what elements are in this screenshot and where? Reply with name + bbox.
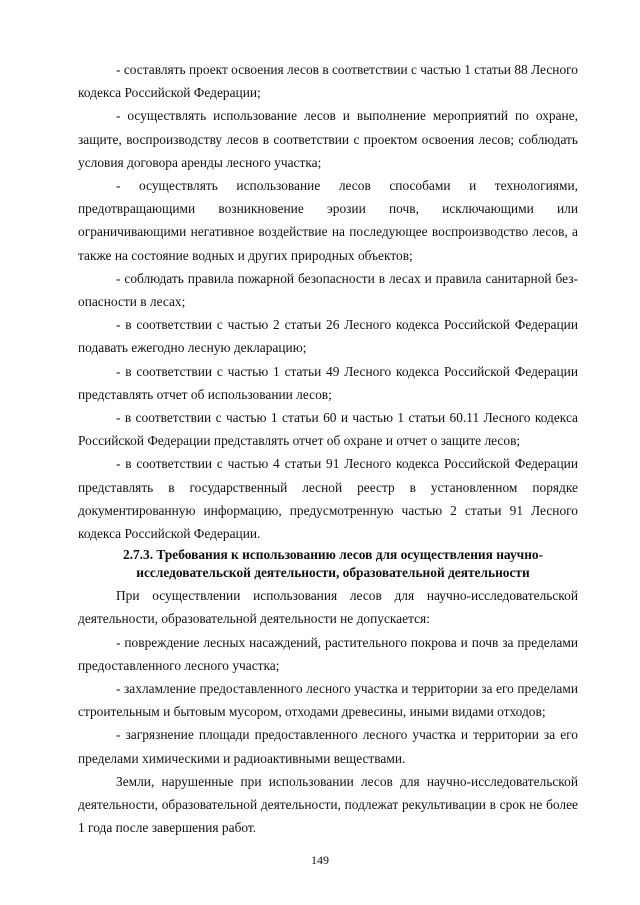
paragraph: - повреждение лесных насаждений, растительного покрова и почв за пределами предоставленного лесного участка; [78, 634, 578, 673]
section-heading: 2.7.3. Требования к использованию лесов для осуществления научно-исследовательской деятельности, образовательной деятельности [122, 547, 544, 581]
body-text [78, 58, 578, 840]
paragraph: Земли, нарушенные при использовании лесов для научно-исследовательской деятельности, образовательной деятельности, подлежат рекультивации в срок не более 1 года после завершения работ. [78, 773, 578, 836]
paragraph: - составлять проект освоения лесов в соответствии с частью 1 статьи 88 Лесного кодекса Российской Федерации; [78, 62, 578, 101]
paragraph: - захламление предоставленного лесного участка и территории за его пределами строительным и бытовым мусором, отходами древесины, иными видами отходов; [78, 681, 578, 720]
paragraph: - в соответствии с частью 4 статьи 91 Лесного кодекса Российской Федерации представлять в государственный лесной реестр в установленном порядке документированную информацию, предусмотренную частью 2 статьи 91 Лесного кодекса Российской Федерации. [78, 456, 578, 542]
paragraph: - осуществлять использование лесов и выполнение мероприятий по охране, защите, воспроизводству лесов в соответствии с проектом освоения лесов; соблюдать условия договора аренды лесного участка; [78, 108, 578, 170]
paragraph: - в соответствии с частью 2 статьи 26 Лесного кодекса Российской Федерации подавать ежегодно лесную декларацию; [78, 317, 578, 356]
paragraph: - в соответствии с частью 1 статьи 49 Лесного кодекса Российской Федерации представлять отчет об использовании лесов; [78, 363, 578, 402]
paragraph: - загрязнение площади предоставленного лесного участка и территории за его пределами химическими и радиоактивными веществами. [78, 727, 578, 766]
paragraph: - в соответствии с частью 1 статьи 60 и частью 1 статьи 60.11 Лесного кодекса Российской Федерации представлять отчет об охране и отчет о защите лесов; [78, 410, 578, 449]
paragraph: - осуществлять использование лесов способами и технологиями, предотвращающими возникновение эрозии почв, исключающими или ограничивающими негативное воздействие на последующее воспроизводство лесов, а также на состояние водных и других природных объектов; [78, 178, 578, 263]
paragraph: - соблюдать правила пожарной безопасности в лесах и правила санитарной безопасности в лесах; [78, 270, 578, 310]
page-number: 149 [311, 853, 329, 867]
paragraph: При осуществлении использования лесов для научно-исследовательской деятельности, образовательной деятельности не допускается: [78, 588, 578, 627]
